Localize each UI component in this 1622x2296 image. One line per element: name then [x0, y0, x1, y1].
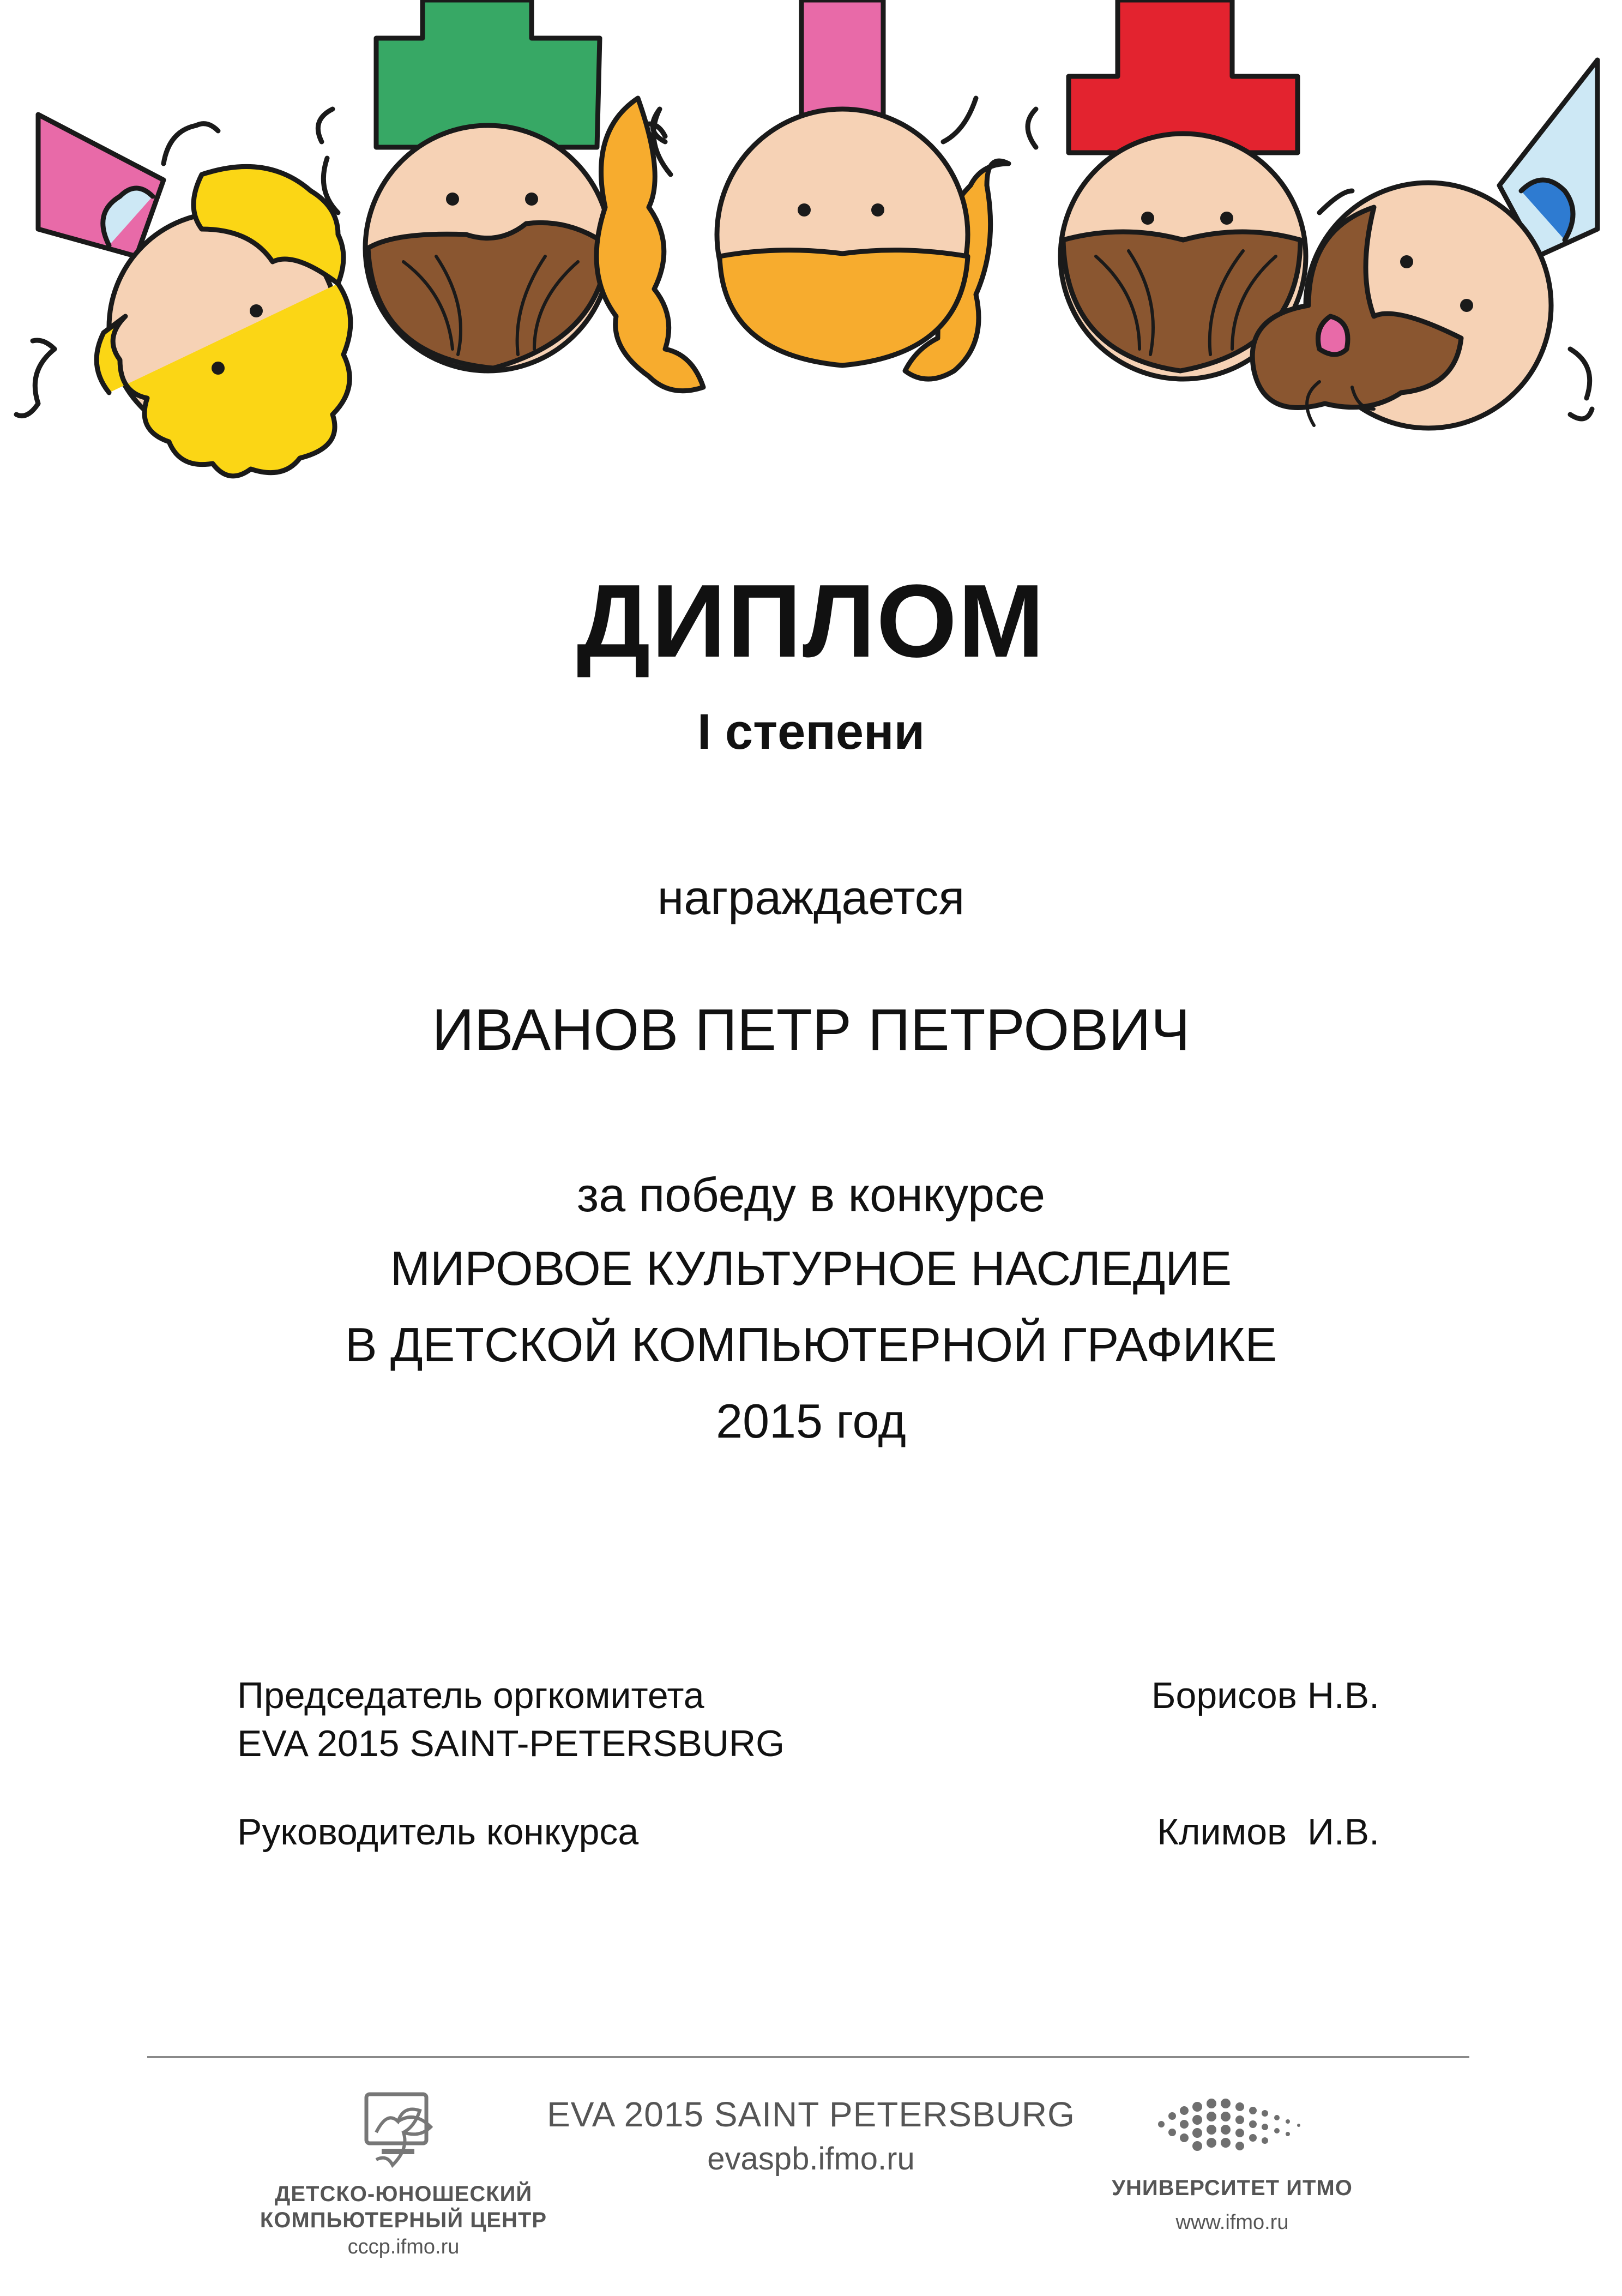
left-org-url[interactable]: cccp.ifmo.ru — [347, 2235, 460, 2258]
signature-person-chairman: Борисов Н.В. — [1151, 1675, 1379, 1716]
itmo-dots-logo-icon — [1150, 2091, 1314, 2162]
signature-person-director: Климов И.В. — [1157, 1811, 1379, 1853]
footer-event-name: EVA 2015 SAINT PETERSBURG — [547, 2095, 1075, 2134]
left-org-name-line1: ДЕТСКО-ЮНОШЕСКИЙ — [274, 2182, 533, 2206]
signature-role-line1: Председатель оргкомитета — [237, 1675, 704, 1716]
signature-role-line2: EVA 2015 SAINT-PETERSBURG — [237, 1723, 785, 1764]
right-org-name: УНИВЕРСИТЕТ ИТМО — [1112, 2176, 1353, 2200]
footer-divider — [147, 2056, 1469, 2058]
signature-role-chairman — [237, 1672, 785, 1768]
recipient-name: ИВАНОВ ПЕТР ПЕТРОВИЧ — [432, 996, 1190, 1062]
diploma-degree: I степени — [697, 704, 925, 760]
footer-right-org — [1069, 2091, 1396, 2234]
footer-event-site[interactable]: evaspb.ifmo.ru — [707, 2141, 915, 2177]
right-org-url[interactable]: www.ifmo.ru — [1175, 2211, 1289, 2234]
awarded-text: награждается — [657, 870, 965, 924]
award-reason: за победу в конкурсе — [576, 1168, 1046, 1222]
footer-left-org — [234, 2089, 572, 2259]
diploma-title: ДИПЛОМ — [576, 563, 1046, 679]
contest-year: 2015 год — [716, 1394, 906, 1448]
left-org-name-line2: КОМПЬЮТЕРНЫЙ ЦЕНТР — [260, 2208, 547, 2232]
contest-name-line1: МИРОВОЕ КУЛЬТУРНОЕ НАСЛЕДИЕ — [390, 1241, 1232, 1295]
signature-role-director: Руководитель конкурса — [237, 1811, 639, 1853]
childrens-computer-center-logo-icon — [360, 2089, 447, 2171]
children-faces-banner-icon — [0, 0, 1622, 491]
contest-name-line2: В ДЕТСКОЙ КОМПЬЮТЕРНОЙ ГРАФИКЕ — [345, 1318, 1277, 1372]
